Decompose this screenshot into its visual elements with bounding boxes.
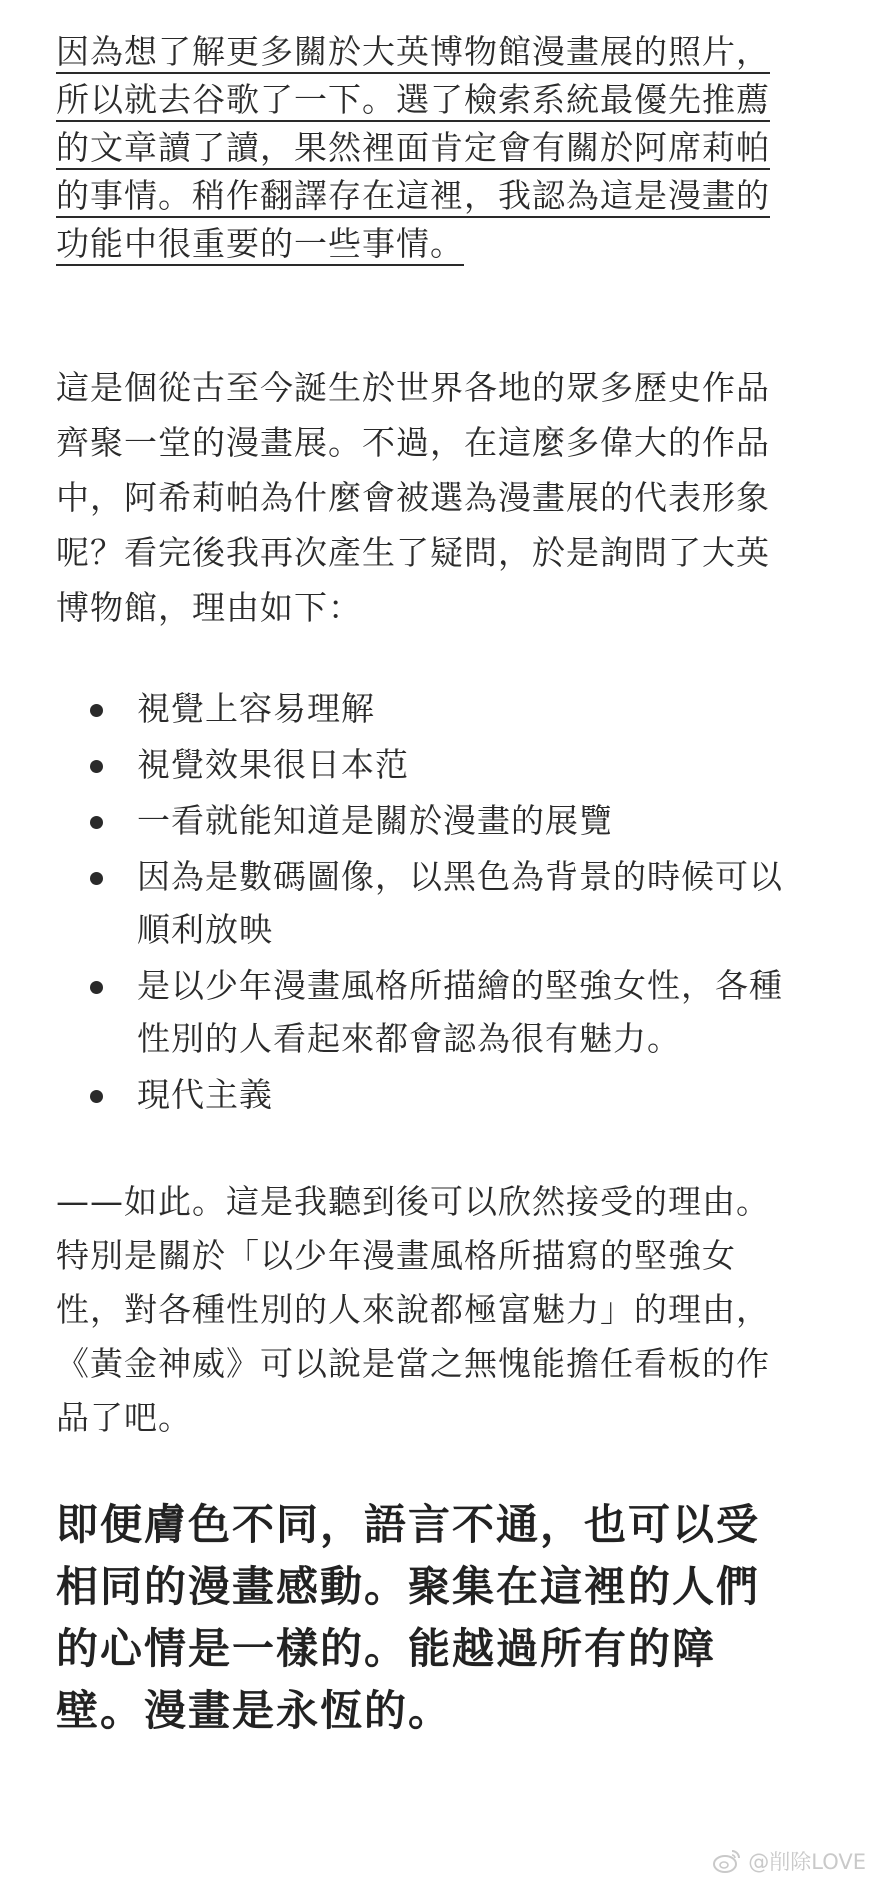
- weibo-icon: [712, 1848, 742, 1874]
- intro-line: 的文章讀了讀，果然裡面肯定會有關於阿席莉帕: [56, 124, 818, 172]
- watermark-text: @削除LOVE: [748, 1850, 866, 1874]
- bullet-icon: [90, 1090, 103, 1103]
- intro-paragraph: [56, 28, 818, 268]
- intro-line: 因為想了解更多關於大英博物館漫畫展的照片，: [56, 28, 818, 76]
- intro-line: 所以就去谷歌了一下。選了檢索系統最優先推薦: [56, 76, 818, 124]
- paragraph-line: ——如此。這是我聽到後可以欣然接受的理由。: [56, 1182, 770, 1221]
- bullet-icon: [90, 872, 103, 885]
- paragraph-line: 博物館，理由如下：: [56, 588, 362, 627]
- body-paragraph-2: [56, 1175, 826, 1445]
- paragraph-line: 性，對各種性別的人來說都極富魅力」的理由，: [56, 1290, 770, 1329]
- reasons-list: [56, 682, 826, 1124]
- intro-line: 功能中很重要的一些事情。: [56, 220, 818, 268]
- list-item: 現代主義: [56, 1068, 826, 1121]
- paragraph-line: 《黃金神威》可以說是當之無愧能擔任看板的作: [56, 1344, 770, 1383]
- closing-line: 即便膚色不同，語言不通，也可以受: [56, 1500, 761, 1549]
- bullet-icon: [90, 760, 103, 773]
- paragraph-line: 品了吧。: [56, 1398, 192, 1437]
- body-paragraph-1: [56, 360, 818, 635]
- list-item: 一看就能知道是關於漫畫的展覽: [56, 794, 826, 847]
- paragraph-line: 齊聚一堂的漫畫展。不過，在這麼多偉大的作品: [56, 423, 770, 462]
- closing-line: 的心情是一樣的。能越過所有的障: [56, 1624, 717, 1673]
- paragraph-line: 特別是關於「以少年漫畫風格所描寫的堅強女: [56, 1236, 736, 1275]
- paragraph-line: 呢？看完後我再次產生了疑問，於是詢問了大英: [56, 533, 770, 572]
- bullet-icon: [90, 981, 103, 994]
- paragraph-line: 這是個從古至今誕生於世界各地的眾多歷史作品: [56, 368, 770, 407]
- watermark: [712, 1846, 866, 1876]
- list-item: 因為是數碼圖像，以黑色為背景的時候可以 順利放映: [56, 850, 826, 956]
- closing-line: 相同的漫畫感動。聚集在這裡的人們: [56, 1562, 761, 1611]
- closing-statement: [56, 1494, 826, 1742]
- list-item: 視覺效果很日本范: [56, 738, 826, 791]
- intro-line: 的事情。稍作翻譯存在這裡，我認為這是漫畫的: [56, 172, 818, 220]
- list-item: 視覺上容易理解: [56, 682, 826, 735]
- bullet-icon: [90, 816, 103, 829]
- list-item: 是以少年漫畫風格所描繪的堅強女性，各種 性別的人看起來都會認為很有魅力。: [56, 959, 826, 1065]
- paragraph-line: 中，阿希莉帕為什麼會被選為漫畫展的代表形象: [56, 478, 770, 517]
- bullet-icon: [90, 704, 103, 717]
- closing-line: 壁。漫畫是永恆的。: [56, 1686, 453, 1735]
